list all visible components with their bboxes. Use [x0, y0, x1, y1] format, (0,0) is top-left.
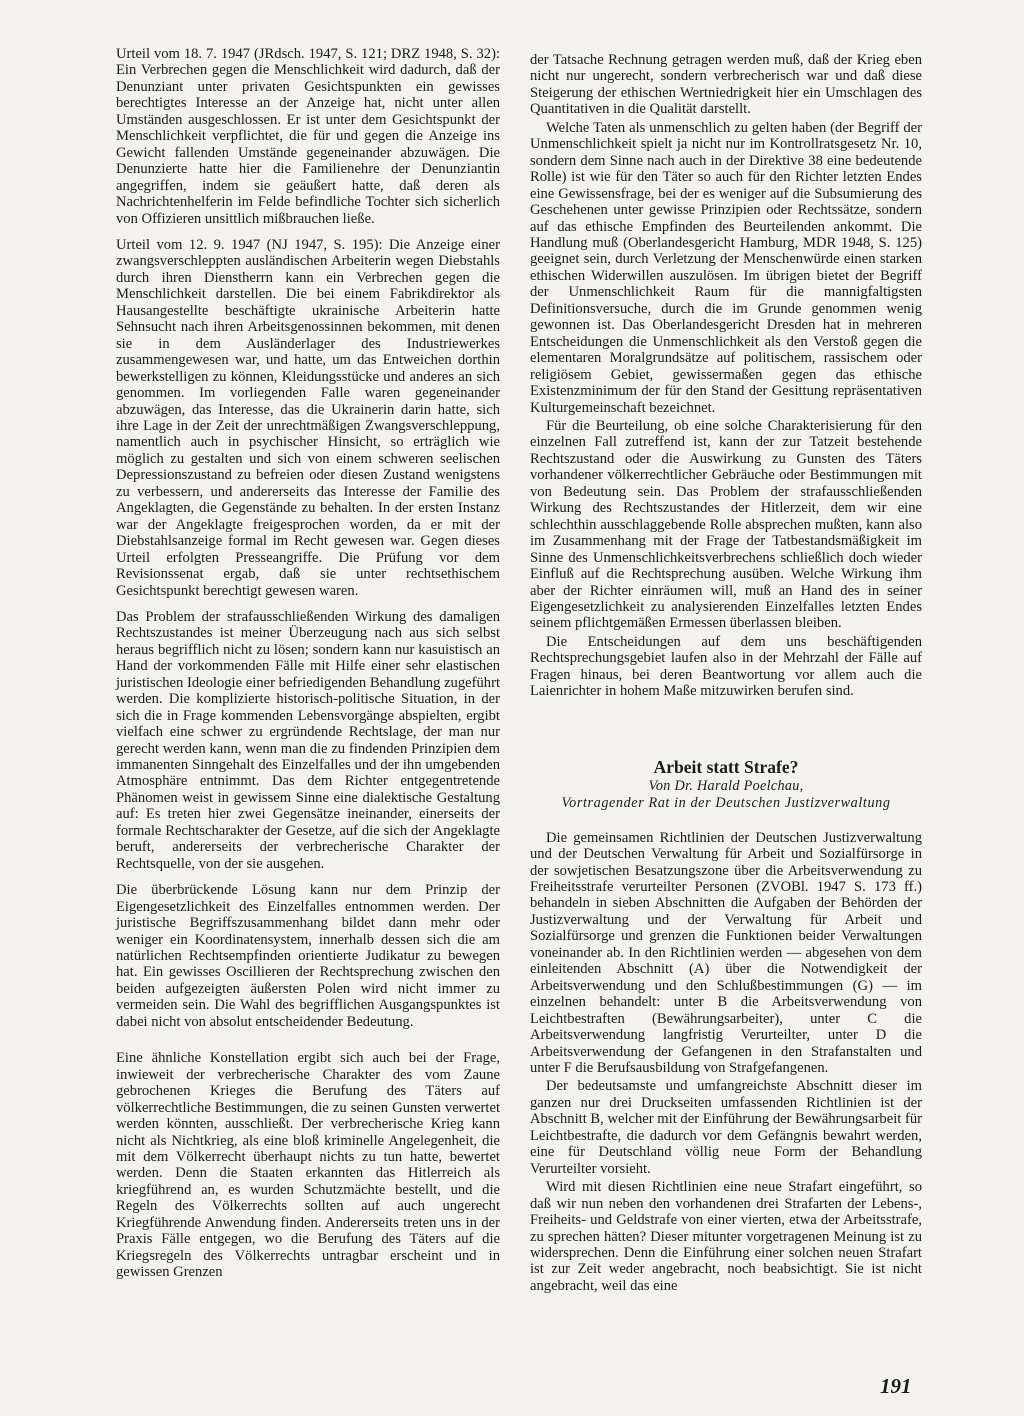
- article-paragraph: Die gemeinsamen Richtlinien der Deutschen Justizverwaltung und der Deutschen Verwaltung für Arbeit und Sozialfürsorge in der sowjetischen Besatzungszone über die Arbeitsverwendung zu Freiheitsstrafe verurteilter Personen (ZVOBl. 1947 S. 173 ff.) behandeln in sieben Abschnitten die Aufgaben der Behörden der Justizverwaltung und der Verwaltung für Arbeit und Sozialfürsorge und grenzen die Funktionen beider Verwaltungen voneinander ab. In den Richtlinien werden — abgesehen von dem einleitenden Abschnitt (A) über die Notwendigkeit der Arbeitsverwendung und den Schlußbestimmungen (G) — im einzelnen behandelt: unter B die Arbeitsverwendung von Leichtbestraften (Bewährungsarbeiter), unter C die Arbeitsverwendung langfristig Verurteilter, unter D die Arbeitsverwendung der Gefangenen in den Strafanstalten und unter F die Berufsausbildung von Strafgefangenen.: [530, 829, 922, 1077]
- article-author: Von Dr. Harald Poelchau,: [648, 777, 804, 794]
- right-column: [530, 52, 922, 1296]
- paragraph: Die überbrückende Lösung kann nur dem Prinzip der Eigengesetzlichkeit des Einzelfalles entnommen werden. Der juristische Begriffszusammenhang bildet dann mehr oder weniger ein Koordinatensystem, innerhalb dessen sich die am natürlichen Rechtsempfinden orientierte Judikatur zu bewegen hat. Ein gewisses Oscillieren der Rechtsprechung zwischen den beiden aufgezeigten äußersten Polen wird nicht immer zu vermeiden sein. Die Wahl des begrifflichen Ausgangspunktes ist dabei nicht von absolut entscheidender Bedeutung.: [116, 882, 500, 1030]
- paragraph: Welche Taten als unmenschlich zu gelten haben (der Begriff der Unmenschlichkeit spielt ja nicht nur im Kontrollratsgesetz Nr. 10, sondern dem Sinne nach auch in der Direktive 38 eine bedeutende Rolle) ist wie für den Täter so auch für den Richter letzten Endes eine Gewissensfrage, bei der es weniger auf die Subsumierung des Geschehenen unter gewisse Prinzipien oder Rechtssätze, sondern auf das ethische Empfinden des Beurteilenden ankommt. Die Handlung muß (Oberlandesgericht Hamburg, MDR 1948, S. 125) geeignet sein, durch Verletzung der Menschenwürde einen starken ethischen Widerwillen auszulösen. Im übrigen bietet der Begriff der Unmenschlichkeit Raum für die mannigfaltigsten Definitionsversuche, durch die im Grunde genommen wenig gewonnen ist. Das Oberlandesgericht Dresden hat in mehreren Entscheidungen die Unmenschlichkeit als den Verstoß gegen die elementaren Moralgrundsätze auf politischem, rassischem oder religiösem Gebiet, gewissermaßen gegen das ethische Existenzminimum der für den Stand der Gesittung repräsentativen Kulturgemeinschaft bezeichnet.: [530, 119, 922, 416]
- article-paragraph: Wird mit diesen Richtlinien eine neue Strafart eingeführt, so daß wir nun neben den vorhandenen drei Strafarten der Lebens-, Freiheits- und Geldstrafe von einer vierten, etwa der Arbeitsstrafe, zu sprechen hätten? Dieser mitunter vorgetragenen Meinung ist zu widersprechen. Denn die Einführung einer solchen neuen Strafart ist zur Zeit weder angebracht, noch beabsichtigt. Sie ist nicht angebracht, weil das eine: [530, 1179, 922, 1294]
- article-title: Arbeit statt Strafe?: [653, 756, 799, 777]
- paragraph: Das Problem der strafausschließenden Wirkung des damaligen Rechtszustandes ist meiner Überzeugung nach aus sich selbst heraus begrifflich nicht zu lösen; sondern kann nur kasuistisch an Hand der vorkommenden Fälle mit Hilfe einer sehr elastischen juristischen Ideologie einer befriedigenden Behandlung zugeführt werden. Die komplizierte historisch-politische Situation, in der sich die in Frage kommenden Lebensvorgänge abspielten, ergibt vielfach eine schwer zu ergründende Rechtslage, der man nur gerecht werden kann, wenn man die zu findenden Prinzipien dem immanenten Sinngehalt des Einzelfalles und der ihn umgebenden Atmosphäre entnimmt. Das dem Richter entgegentretende Phänomen weist in gewissem Sinne eine dialektische Gestaltung auf: Es treten hier zwei Gegensätze ineinander, einerseits der formale Rechtscharakter der Gesetze, auf die sich der Angeklagte beruft, andererseits der verbrecherische Charakter der Rechtsquelle, von der sie ausgehen.: [116, 608, 500, 872]
- article-author-role: Vortragender Rat in der Deutschen Justizverwaltung: [561, 794, 891, 811]
- page-number: 191: [880, 1374, 912, 1398]
- paragraph: der Tatsache Rechnung getragen werden muß, daß der Krieg eben nicht nur ungerecht, sondern verbrecherisch war und daß diese Steigerung der ethischen Wertniedrigkeit hier ein Umschlagen des Quantitativen in die Qualität darstellt.: [530, 52, 922, 118]
- paragraph: Eine ähnliche Konstellation ergibt sich auch bei der Frage, inwieweit der verbrecherische Charakter des vom Zaune gebrochenen Krieges die Berufung des Täters auf völkerrechtliche Bestimmungen, die zu seinen Gunsten verwertet werden könnten, ausschließt. Der verbrecherische Krieg kann nicht als Nichtkrieg, als eine bloß kriminelle Angelegenheit, die mit dem Völkerrecht überhaupt nichts zu tun hatte, bewertet werden. Denn die Staaten erkannten das Hitlerreich als kriegführend an, es wurden Schutzmächte bestellt, und die Regeln des Völkerrechts sollten auf auch ungerecht Kriegführende Anwendung finden. Andererseits treten uns in der Praxis Fälle entgegen, wo die Berufung des Täters auf die Kriegsregeln des Völkerrechts untragbar erscheint und in gewissen Grenzen: [116, 1050, 500, 1281]
- paragraph: Urteil vom 18. 7. 1947 (JRdsch. 1947, S. 121; DRZ 1948, S. 32): Ein Verbrechen gegen die Menschlichkeit wird dadurch, daß der Denunziant unter privaten Gesichtspunkten ein gewisses berechtigtes Interesse an der Anzeige hat, nicht unter allen Umständen ausgeschlossen. Er ist unter dem Gesichtspunkt der Menschlichkeit verpflichtet, die für und gegen die Anzeige ins Gewicht fallenden Umstände gegeneinander abzuwägen. Die Denunzierte hatte hier die Familienehre der Denunziantin angegriffen, indem sie geäußert hatte, daß deren als Nachrichtenhelferin im Felde befindliche Tochter sich sicherlich von Offizieren unsittlich mißbrauchen ließe.: [116, 46, 500, 227]
- paragraph: Die Entscheidungen auf dem uns beschäftigenden Rechtsprechungsgebiet laufen also in der Mehrzahl der Fälle auf Fragen hinaus, bei deren Beantwortung vor allem auch die Laienrichter in hohem Maße mitzuwirken berufen sind.: [530, 633, 922, 700]
- paragraph: Urteil vom 12. 9. 1947 (NJ 1947, S. 195): Die Anzeige einer zwangsverschleppten ausländischen Arbeiterin wegen Diebstahls durch ihren Dienstherrn kann ein Verbrechen gegen die Menschlichkeit darstellen. Die bei einem Fabrikdirektor als Hausangestellte beschäftigte ukrainische Arbeiterin hatte Sehnsucht nach ihren Arbeitsgenossinnen bekommen, mit denen sie in dem Ausländerlager des Industriewerkes zusammengewesen war, und hatte, um das Entweichen dorthin bewerkstelligen zu können, Kleidungsstücke und anderes an sich genommen. Im vorliegenden Falle waren gegeneinander abzuwägen, das Interesse, das die Ukrainerin darin hatte, sich ihre Lage in der Zeit der unrechtmäßigen Zwangsverschleppung, namentlich auch in psychischer Hinsicht, so erträglich wie möglich zu gestalten und sich von einem schweren seelischen Depressionszustand zu befreien oder diesen Zustand wenigstens zu verbessern, und andererseits das Interesse der Familie des Angeklagten, die Gegenstände zu behalten. In der ersten Instanz war der Angeklagte freigesprochen worden, da er mit der Diebstahlsanzeige formal im Recht gewesen war. Gegen dieses Urteil erfolgten Presseangriffe. Die Prüfung vor dem Revisionssenat ergab, daß sie unter rechtsethischem Gesichtspunkt berechtigt gewesen waren.: [116, 236, 500, 599]
- article-header: [530, 756, 922, 812]
- article-paragraph: Der bedeutsamste und umfangreichste Abschnitt dieser im ganzen nur drei Druckseiten umfassenden Richtlinien ist der Abschnitt B, welcher mit der Einführung der Bewährungsarbeit für Leichtbestrafte, die dadurch vor dem Gefängnis bewahrt werden, eine für Deutschland völlig neue Form der Behandlung Verurteilter vorsieht.: [530, 1078, 922, 1177]
- paragraph: Für die Beurteilung, ob eine solche Charakterisierung für den einzelnen Fall zutreffend ist, kann der zur Tatzeit bestehende Rechtszustand oder die Auswirkung zu Gunsten des Täters vorhandener völkerrechtlicher Gebräuche oder Bestimmungen mit von Bedeutung sein. Das Problem der strafausschließenden Wirkung des Rechtszustandes der Hitlerzeit, dem wir eine schlechthin ausschlaggebende Rolle absprechen mußten, kann also im Zusammenhang mit der Frage der Tatbestandsmäßigkeit im Sinne des Unmenschlichkeitsverbrechens schließlich doch wieder Einfluß auf die Rechtsprechung ausüben. Welche Wirkung ihm aber der Richter einräumen will, muß an Hand des in seiner Eigengesetzlichkeit zu analysierenden Einzelfalles letzten Endes seinem pflichtgemäßen Ermessen überlassen bleiben.: [530, 417, 922, 632]
- left-column: [116, 46, 500, 1291]
